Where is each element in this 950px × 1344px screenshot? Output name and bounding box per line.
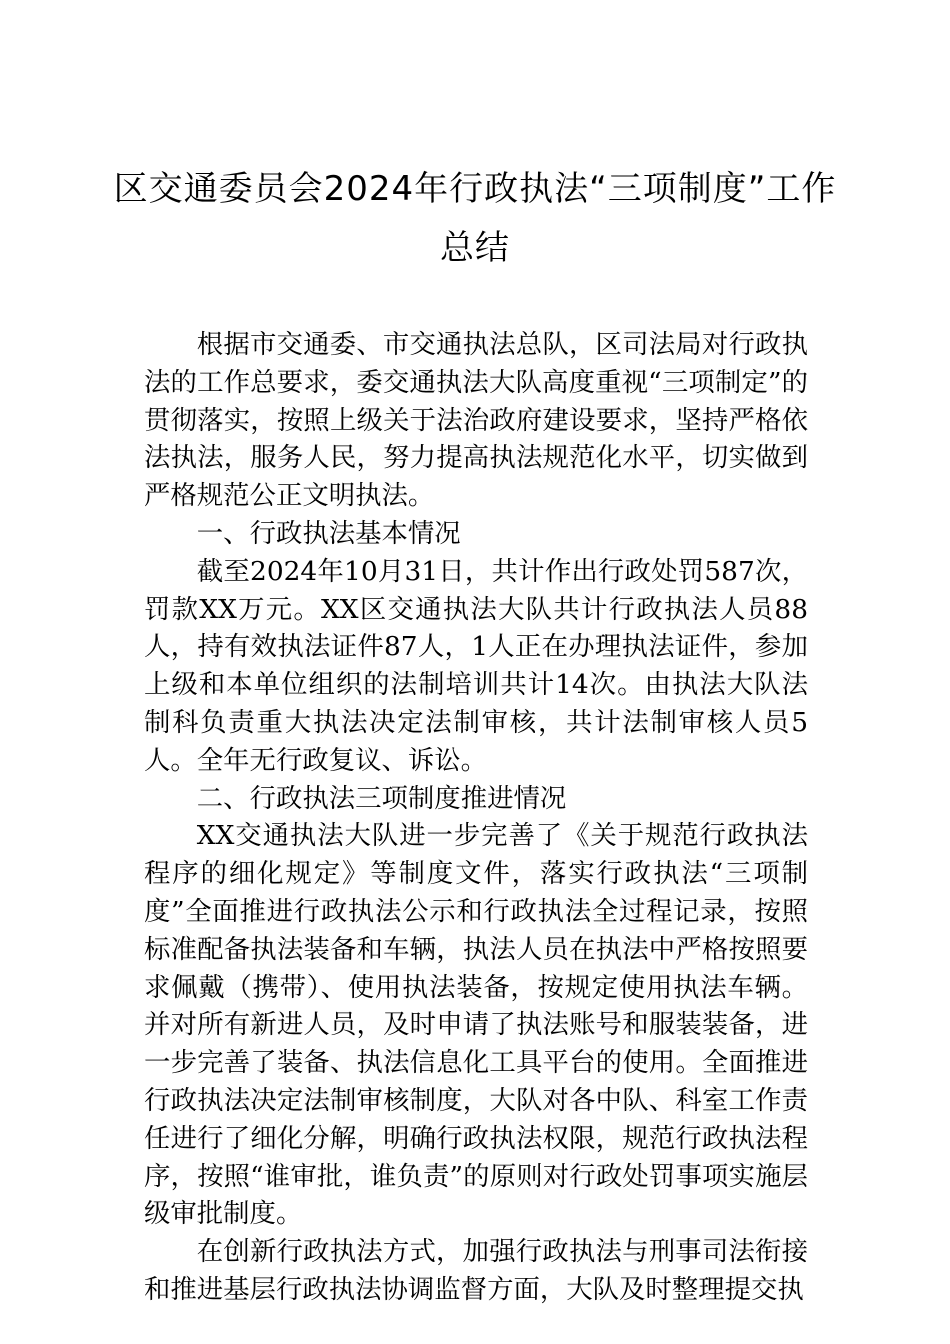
section-heading-2: 二、行政执法三项制度推进情况	[196, 782, 567, 814]
document-title: 区交通委员会2024年行政执法“三项制度”工作总结	[113, 169, 837, 268]
section-heading-1: 一、行政执法基本情况	[196, 517, 461, 549]
paragraph-three-systems: XX交通执法大队进一步完善了《关于规范行政执法程序的细化规定》等制度文件，落实行政执法“三项制度”全面推进行政执法公示和行政执法全过程记录，按照标准配备执法装备和车辆，执法人员在执法中严格按照要求佩戴（携带）、使用执法装备，按规定使用执法车辆。并对所有新进人员，及时申请了执法账号和服装装备，进一步完善了装备、执法信息化工具平台的使用。全面推进行政执法决定法制审核制度，大队对各中队、科室工作责任进行了细化分解，明确行政执法权限，规范行政执法程序，按照“谁审批，谁负责”的原则对行政处罚事项实施层级审批制度。	[144, 820, 808, 1230]
paragraph-intro: 根据市交通委、市交通执法总队，区司法局对行政执法的工作总要求，委交通执法大队高度重视“三项制定”的贯彻落实，按照上级关于法治政府建设要求，坚持严格依法执法，服务人民，努力提高执法规范化水平，切实做到严格规范公正文明执法。	[144, 329, 808, 512]
paragraph-basic-situation: 截至2024年10月31日，共计作出行政处罚587次，罚款XX万元。XX区交通执法大队共计行政执法人员88人，持有效执法证件87人，1人正在办理执法证件，参加上级和本单位组织的法制培训共计14次。由执法大队法制科负责重大执法决定法制审核，共计法制审核人员5人。全年无行政复议、诉讼。	[144, 555, 808, 776]
paragraph-innovation: 在创新行政执法方式，加强行政执法与刑事司法衔接和推进基层行政执法协调监督方面，大队及时整理提交执	[144, 1236, 808, 1305]
document-body	[144, 326, 808, 1309]
